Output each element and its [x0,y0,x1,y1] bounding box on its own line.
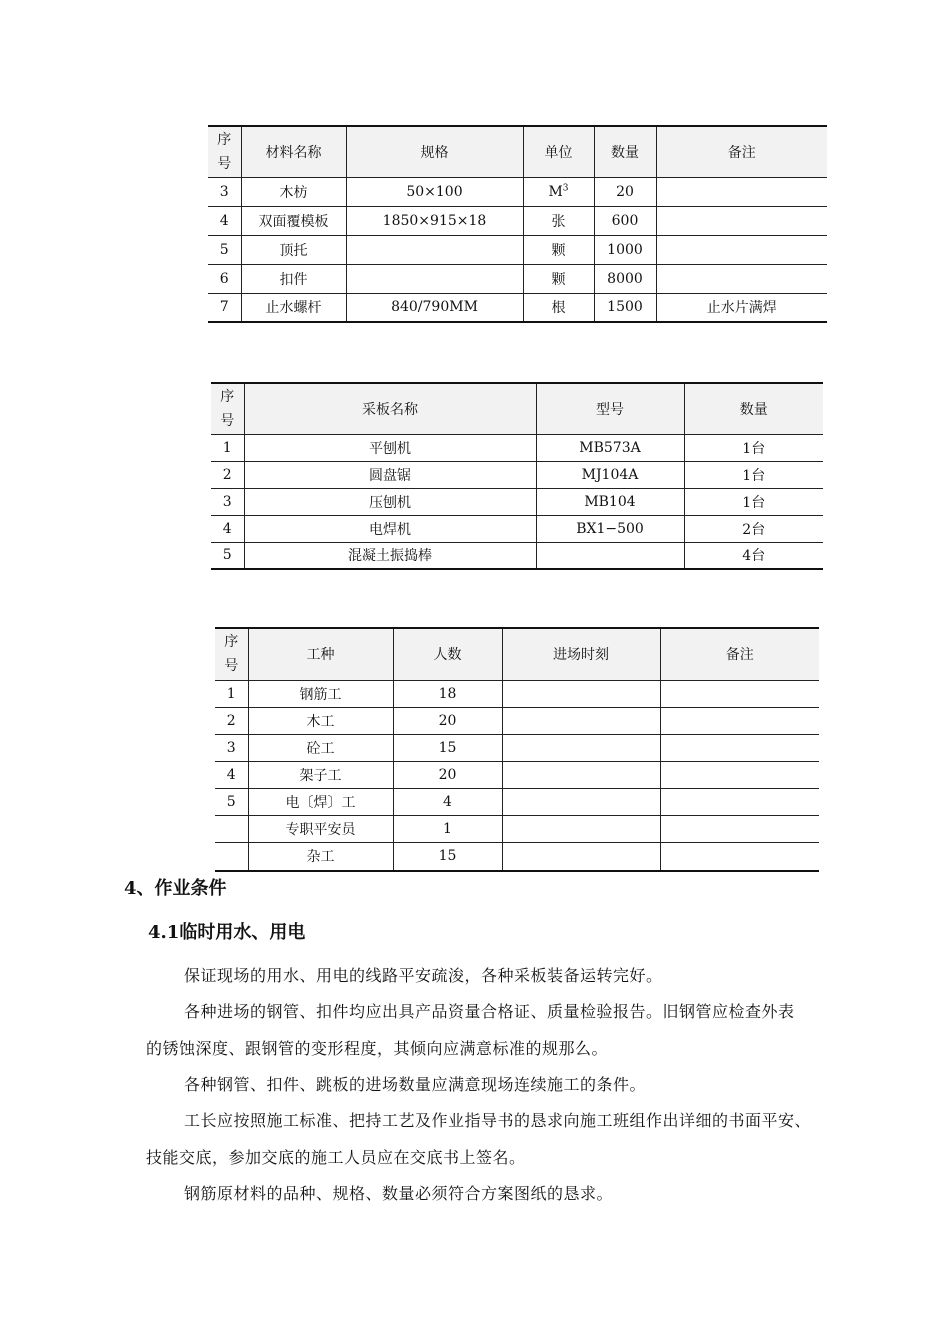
material-table [208,125,827,323]
table-row [211,542,823,569]
table-cell: 顶托 [241,235,346,264]
table-cell: 3 [211,488,244,515]
table-cell [502,815,660,842]
table-row [215,707,819,734]
table-header-row [215,628,819,680]
table-cell: 6 [208,264,241,293]
header-cell: 数量 [684,383,823,434]
table-cell: 5 [211,542,244,569]
section-subheading: 4.1临时用水、用电 [148,922,306,943]
table-cell: 4台 [684,542,823,569]
table-cell: 颗 [523,264,594,293]
table-cell: 止水螺杆 [241,293,346,322]
table-row [211,488,823,515]
table-row [215,734,819,761]
table-cell: 压刨机 [244,488,536,515]
header-cell: 数量 [594,126,656,177]
table-cell [656,235,827,264]
header-cell: 备注 [660,628,819,680]
table-cell: 20 [594,177,656,206]
header-cell: 人数 [393,628,502,680]
table-row [208,264,827,293]
table-row [211,434,823,461]
table-cell: MB573A [536,434,684,461]
table-cell: 15 [393,734,502,761]
paragraph: 各种进场的钢管、扣件均应出具产品资量合格证、质量检验报告。旧钢管应检查外表 [184,1002,795,1021]
table-cell: 2台 [684,515,823,542]
table-row [208,177,827,206]
table-cell: 颗 [523,235,594,264]
header-cell: 备注 [656,126,827,177]
header-cell: 材料名称 [241,126,346,177]
table-row [215,680,819,707]
unit-superscript: 3 [562,182,569,193]
table-row [215,761,819,788]
table-cell: 混凝土振捣棒 [244,542,536,569]
table-cell: 张 [523,206,594,235]
table-row [211,461,823,488]
table-cell [346,264,523,293]
header-cell: 规格 [346,126,523,177]
table-cell: 7 [208,293,241,322]
paragraph: 的锈蚀深度、跟钢管的变形程度，其倾向应满意标准的规那么。 [146,1039,609,1058]
table-row [208,293,827,322]
table-cell: 4 [215,761,248,788]
table-cell: 圆盘锯 [244,461,536,488]
table-cell: 电焊机 [244,515,536,542]
table-row [211,515,823,542]
table-cell [502,842,660,871]
table-cell [215,842,248,871]
table-cell: 根 [523,293,594,322]
table-cell: 双面覆模板 [241,206,346,235]
table-cell [536,542,684,569]
table-cell: BX1−500 [536,515,684,542]
table-cell [502,680,660,707]
paragraph: 各种钢管、扣件、跳板的进场数量应满意现场连续施工的条件。 [184,1075,647,1094]
header-cell: 型号 [536,383,684,434]
table-cell: 电〔焊〕工 [248,788,393,815]
equipment-table [211,382,823,570]
table-cell [660,680,819,707]
table-cell: 1500 [594,293,656,322]
header-cell: 进场时刻 [502,628,660,680]
table-cell: 扣件 [241,264,346,293]
table-cell: MB104 [536,488,684,515]
table-cell: 50×100 [346,177,523,206]
table-row [215,842,819,871]
table-cell: 止水片满焊 [656,293,827,322]
unit-text: M [548,183,563,200]
table-cell [660,734,819,761]
table-cell: 8000 [594,264,656,293]
table-cell: 砼工 [248,734,393,761]
table-row [208,235,827,264]
table-cell: 15 [393,842,502,871]
table-cell: 1台 [684,461,823,488]
table-cell [502,788,660,815]
section-heading: 4、作业条件 [124,878,227,899]
table-cell: 1000 [594,235,656,264]
table-cell: 木工 [248,707,393,734]
header-cell: 序号 [208,126,241,177]
table-cell [523,177,594,206]
paragraph: 保证现场的用水、用电的线路平安疏浚，各种采板装备运转完好。 [184,966,663,985]
table-cell: 1台 [684,434,823,461]
table-cell: 4 [211,515,244,542]
table-cell: 20 [393,761,502,788]
table-cell: 5 [208,235,241,264]
paragraph: 工长应按照施工标准、把持工艺及作业指导书的恳求向施工班组作出详细的书面平安、 [184,1111,812,1130]
table-header-row [208,126,827,177]
table-cell [656,206,827,235]
table-cell [215,815,248,842]
table-cell: 1 [211,434,244,461]
table-cell: 2 [211,461,244,488]
table-row [215,815,819,842]
header-cell: 工种 [248,628,393,680]
table-header-row [211,383,823,434]
table-cell: 1 [215,680,248,707]
table-cell: 杂工 [248,842,393,871]
table-cell [660,707,819,734]
table-cell [502,707,660,734]
table-cell: 木枋 [241,177,346,206]
table-cell: 840/790MM [346,293,523,322]
table-cell [660,815,819,842]
header-cell: 序号 [211,383,244,434]
table-cell: 1台 [684,488,823,515]
table-cell [502,761,660,788]
table-cell [660,788,819,815]
table-cell: 600 [594,206,656,235]
table-cell [656,177,827,206]
table-cell [656,264,827,293]
table-cell: MJ104A [536,461,684,488]
table-cell: 架子工 [248,761,393,788]
header-cell: 单位 [523,126,594,177]
table-cell: 4 [393,788,502,815]
table-cell [660,761,819,788]
table-cell: 1850×915×18 [346,206,523,235]
table-cell: 专职平安员 [248,815,393,842]
table-cell [346,235,523,264]
table-cell: 5 [215,788,248,815]
paragraph: 钢筋原材料的品种、规格、数量必须符合方案图纸的恳求。 [184,1184,614,1203]
header-cell: 序号 [215,628,248,680]
table-cell: 2 [215,707,248,734]
table-cell: 钢筋工 [248,680,393,707]
labor-table [215,627,819,872]
table-cell [660,842,819,871]
table-cell: 1 [393,815,502,842]
table-cell: 3 [208,177,241,206]
table-cell: 3 [215,734,248,761]
table-row [208,206,827,235]
table-cell: 平刨机 [244,434,536,461]
table-row [215,788,819,815]
table-cell: 18 [393,680,502,707]
paragraph: 技能交底，参加交底的施工人员应在交底书上签名。 [146,1148,526,1167]
table-cell: 20 [393,707,502,734]
table-cell [502,734,660,761]
table-cell: 4 [208,206,241,235]
header-cell: 采板名称 [244,383,536,434]
